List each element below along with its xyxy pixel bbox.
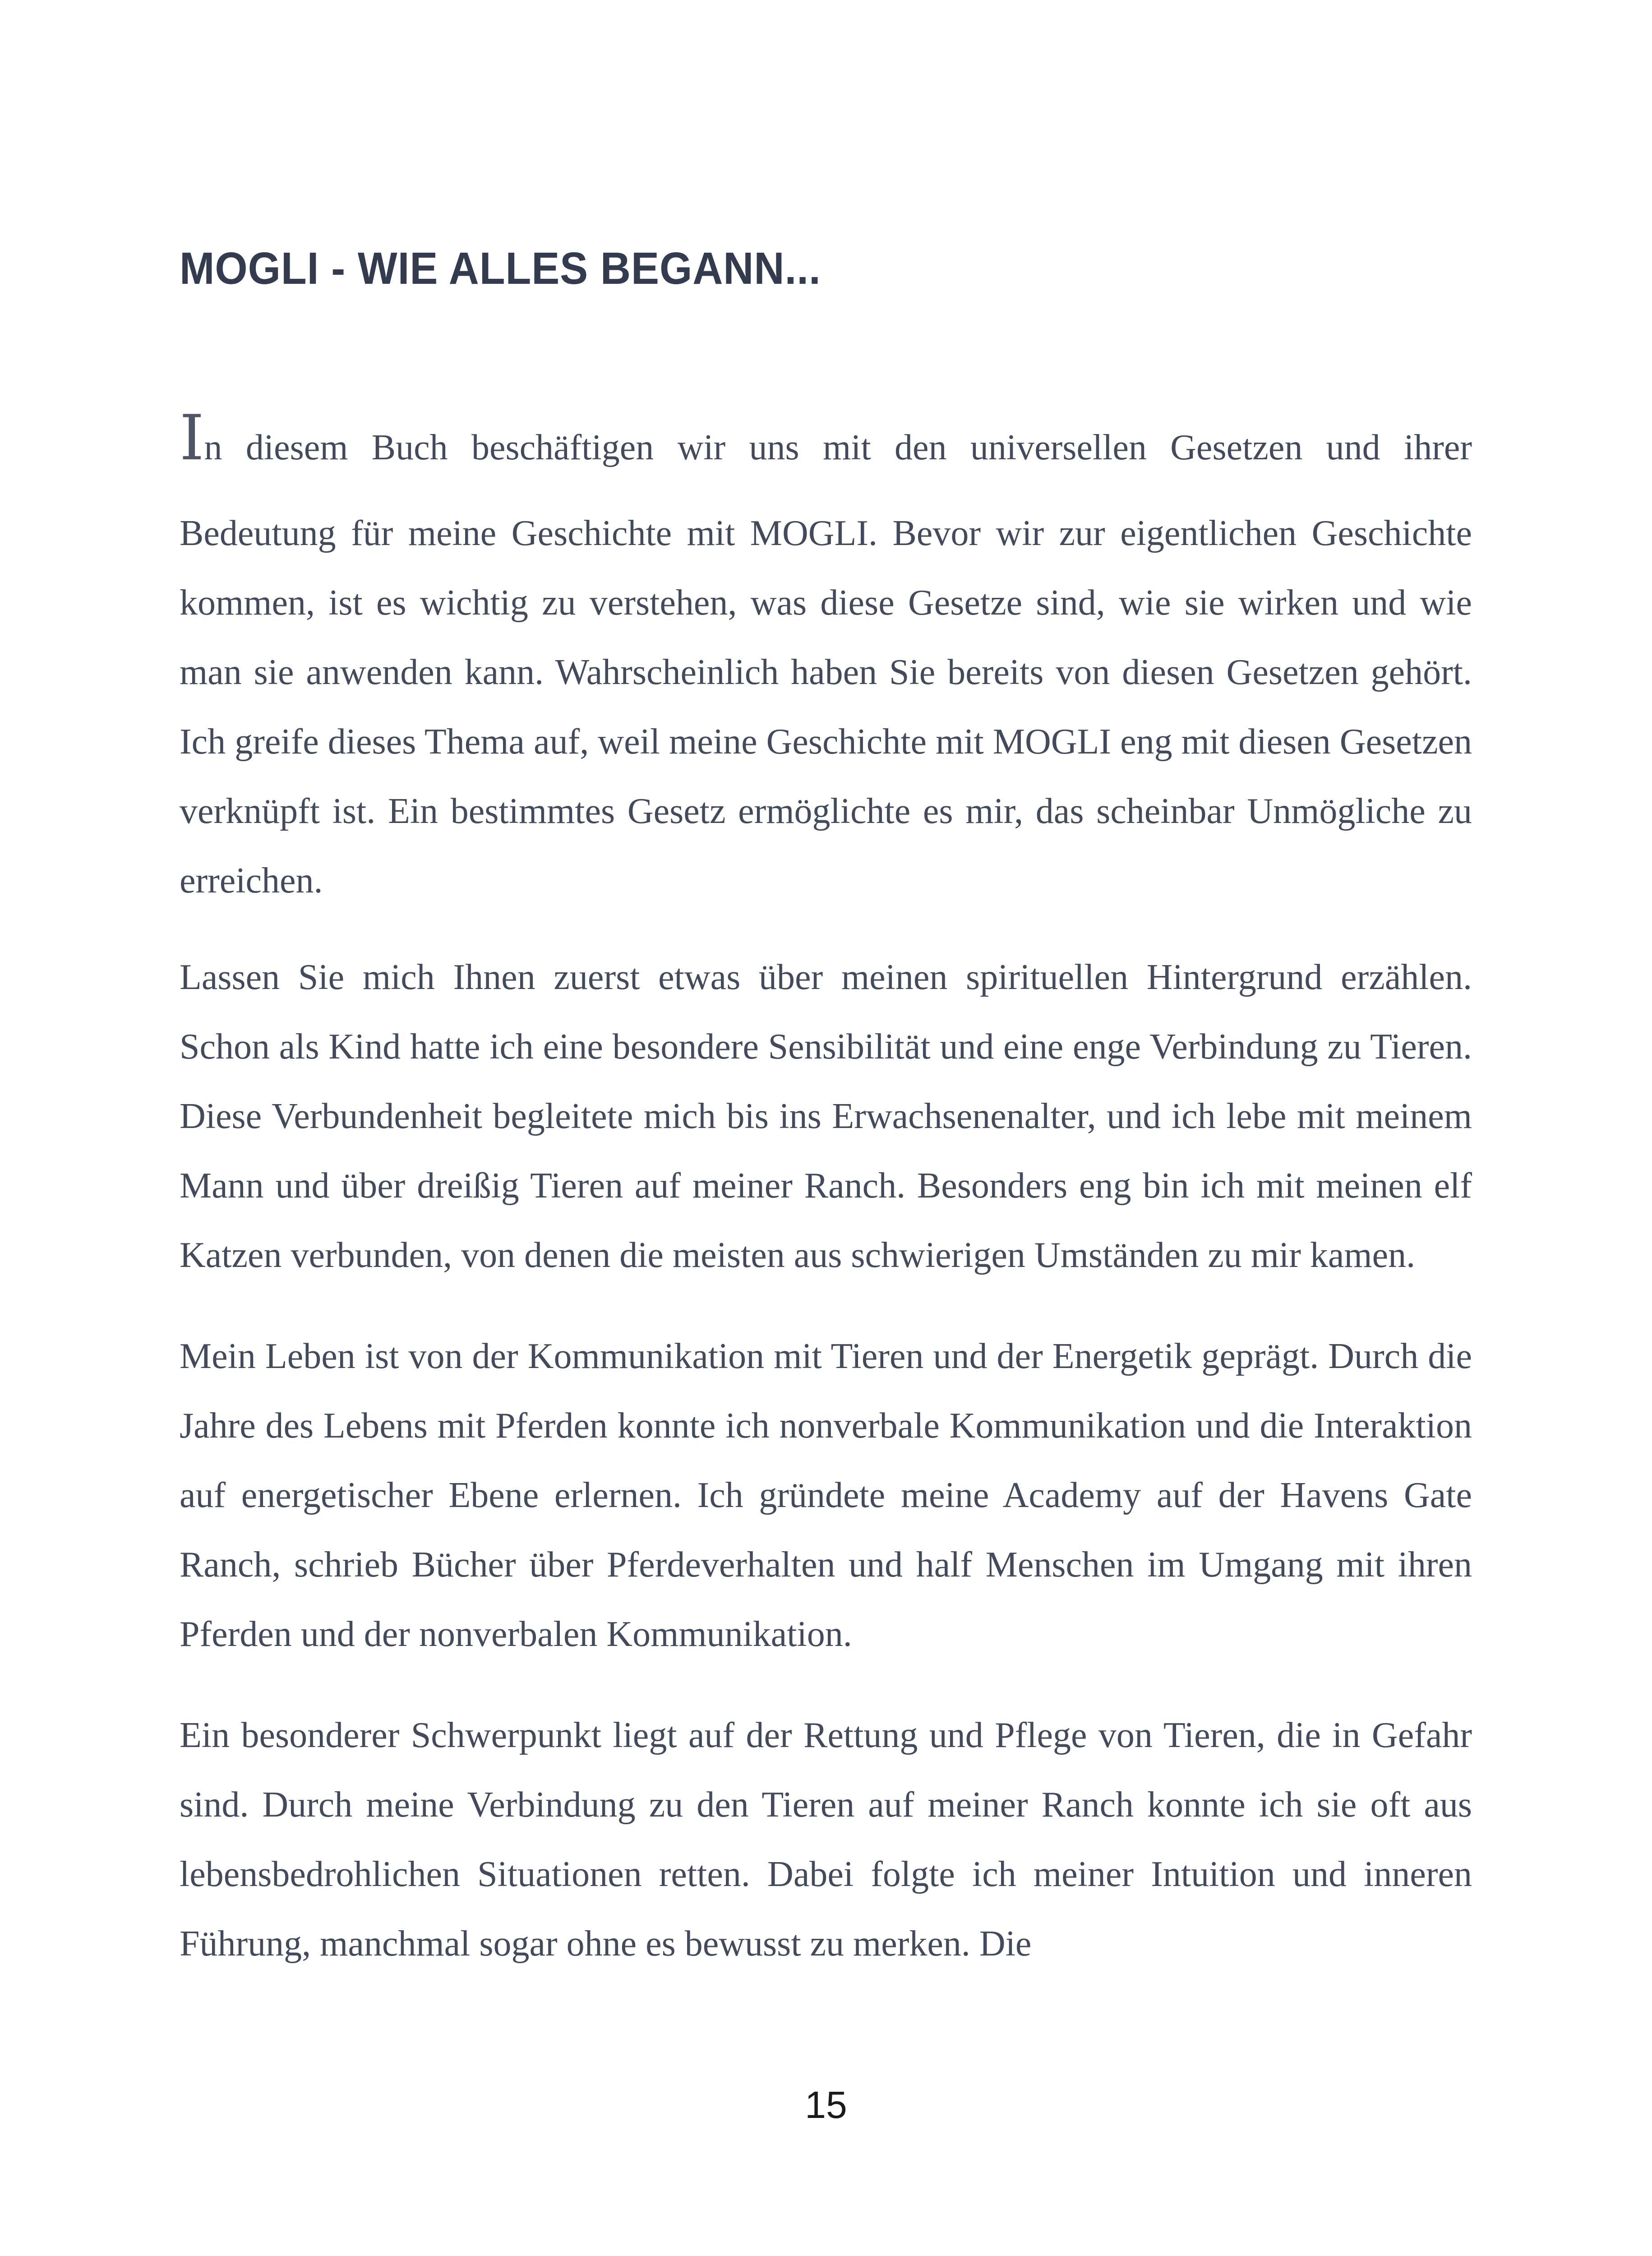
first-line-text: n diesem Buch beschäftigen wir uns mit den universellen Gesetzen und ihrer xyxy=(204,428,1472,467)
paragraph-intro xyxy=(180,397,1472,915)
first-line xyxy=(180,397,1472,499)
page-number: 15 xyxy=(805,2084,847,2126)
paragraph-background: Lassen Sie mich Ihnen zuerst etwas über meinen spirituellen Hintergrund erzählen. Schon als Kind hatte ich eine besondere Sensibilität und eine enge Verbindung zu Tieren. Diese Verbundenheit begleitete mich bis ins Erwachsenenalter, und ich lebe mit meinem Mann und über dreißig Tieren auf meiner Ranch. Besonders eng bin ich mit meinen elf Katzen verbunden, von denen die meisten aus schwierigen Umständen zu mir kamen. xyxy=(180,957,1472,1275)
chapter-title: MOGLI - WIE ALLES BEGANN... xyxy=(180,243,821,294)
paragraph-rescue: Ein besonderer Schwerpunkt liegt auf der Rettung und Pflege von Tieren, die in Gefahr sind. Durch meine Verbindung zu den Tieren auf meiner Ranch konnte ich sie oft aus lebensbedrohlichen Situationen retten. Dabei folgte ich meiner Intuition und inneren Führung, manchmal sogar ohne es bewusst zu merken. Die xyxy=(180,1715,1472,1964)
paragraph-communication: Mein Leben ist von der Kommunikation mit Tieren und der Energetik geprägt. Durch die Jahre des Lebens mit Pferden konnte ich nonverbale Kommunikation und die Interaktion auf energetischer Ebene erlernen. Ich gründete meine Academy auf der Havens Gate Ranch, schrieb Bücher über Pferdeverhalten und half Menschen im Umgang mit ihren Pferden und der nonverbalen Kommunikation. xyxy=(180,1336,1472,1654)
paragraph-intro-rest: Bedeutung für meine Geschichte mit MOGLI. Bevor wir zur eigentlichen Geschichte kommen, ist es wichtig zu verstehen, was diese Gesetze sind, wie sie wirken und wie man sie anwenden kann. Wahrscheinlich haben Sie bereits von diesen Gesetzen gehört. Ich greife dieses Thema auf, weil meine Geschichte mit MOGLI eng mit diesen Gesetzen verknüpft ist. Ein bestimmtes Gesetz ermöglichte es mir, das scheinbar Unmögliche zu erreichen. xyxy=(180,513,1472,901)
drop-initial: I xyxy=(180,402,204,474)
body-text xyxy=(180,397,1472,2010)
